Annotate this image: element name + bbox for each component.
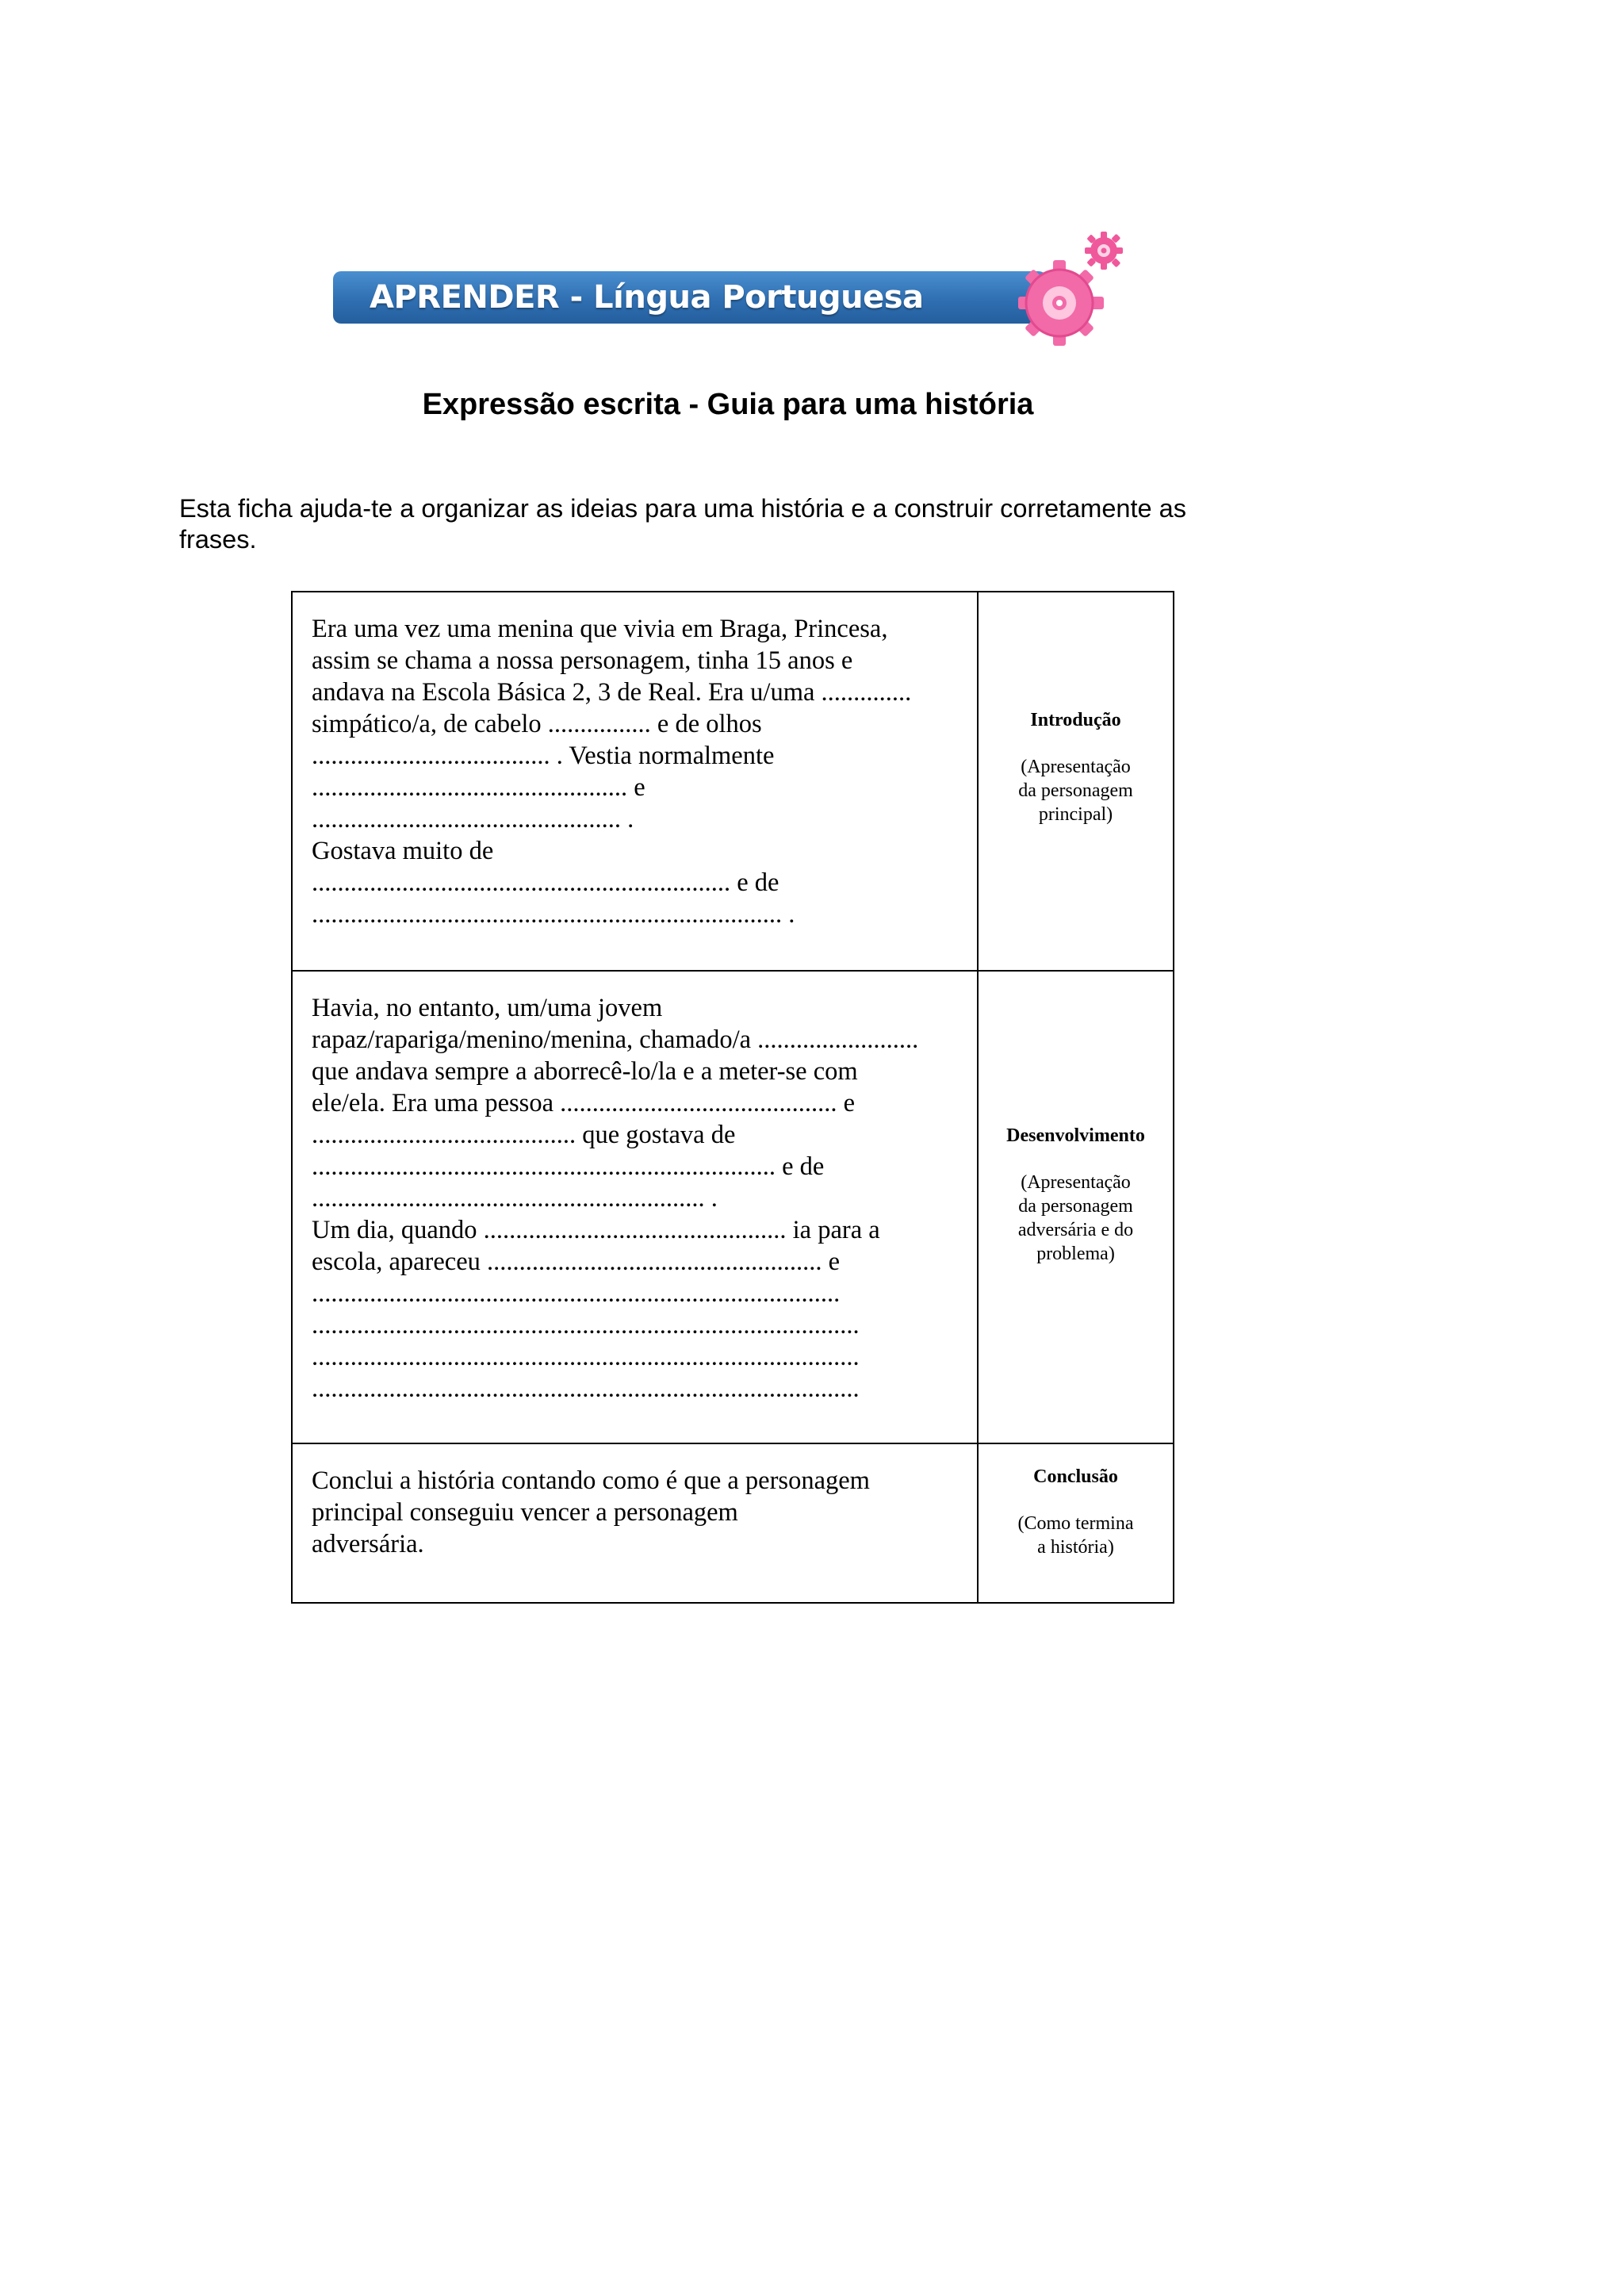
page-title: Expressão escrita - Guia para uma história [422,388,1034,421]
story-line: Conclui a história contando como é que a personagem [312,1466,870,1495]
banner-title: APRENDER - Língua Portuguesa [370,279,924,316]
story-text-cell [292,971,978,1443]
table-row-conclusion [292,1443,1174,1603]
story-text-cell [292,1443,978,1603]
section-label-cell [978,971,1174,1443]
table-row-development [292,971,1174,1443]
story-line: Gostava muito de [312,837,494,865]
section-description-line: (Apresentação [1021,1172,1131,1193]
section-description [979,755,1173,826]
section-label-cell [978,592,1174,971]
header-banner [333,228,1134,355]
story-line: ........................................................................ e de [312,1152,825,1181]
intro-line: Esta ficha ajuda-te a organizar as ideias para uma história e a construir corretamente as [179,494,1186,523]
section-title: Introdução [1030,710,1121,730]
story-line: principal conseguiu vencer a personagem [312,1498,738,1527]
section-title: Conclusão [1033,1466,1118,1487]
section-label-cell [978,1443,1174,1603]
story-line: simpático/a, de cabelo ................ e de olhos [312,710,762,738]
story-line: ............................................................. . [312,1184,718,1213]
story-line: ..................................................................................... [312,1374,860,1403]
story-line: ................................................ . [312,805,634,834]
story-line: assim se chama a nossa personagem, tinha 15 anos e [312,646,853,675]
story-line: andava na Escola Básica 2, 3 de Real. Era u/uma .............. [312,678,912,707]
story-line: .................................................................................. [312,1279,841,1308]
story-line: adversária. [312,1530,424,1558]
section-title: Desenvolvimento [1006,1125,1145,1146]
story-text-cell [292,592,978,971]
section-description-line: principal) [1038,804,1113,825]
section-description-line: (Como termina [1017,1513,1134,1534]
story-line: que andava sempre a aborrecê-lo/la e a meter-se com [312,1057,858,1086]
story-line: rapaz/rapariga/menino/menina, chamado/a ......................... [312,1025,919,1054]
gears-icon [1007,228,1134,355]
section-description-line: (Apresentação [1021,757,1131,777]
story-line: Havia, no entanto, um/uma jovem [312,994,663,1022]
table-row-introduction [292,592,1174,971]
section-description-line: problema) [1036,1244,1115,1264]
story-line: Era uma vez uma menina que vivia em Braga, Princesa, [312,615,888,643]
intro-paragraph [179,493,1329,555]
story-line: escola, apareceu .................................................... e [312,1248,841,1276]
story-line: ......................................... que gostava de [312,1121,736,1149]
story-line: ..................................................................................... [312,1311,860,1340]
story-line: ......................................................................... . [312,900,795,929]
section-description-line: da personagem [1018,1196,1133,1217]
section-description-line: da personagem [1018,780,1133,801]
intro-line: frases. [179,525,257,554]
section-description-line: a história) [1037,1537,1114,1558]
small-gear-icon [1085,232,1123,270]
large-gear-icon [1018,260,1104,346]
story-guide-table [291,591,1174,1604]
section-description [979,1171,1173,1266]
section-description [979,1512,1173,1559]
story-line: Um dia, quando ............................................... ia para a [312,1216,880,1244]
story-line: ................................................................. e de [312,868,779,897]
story-line: ele/ela. Era uma pessoa ........................................... e [312,1089,856,1117]
story-line: ................................................. e [312,773,645,802]
story-line: ..................................... . Vestia normalmente [312,742,775,770]
section-description-line: adversária e do [1017,1220,1134,1240]
story-line: ..................................................................................... [312,1343,860,1371]
